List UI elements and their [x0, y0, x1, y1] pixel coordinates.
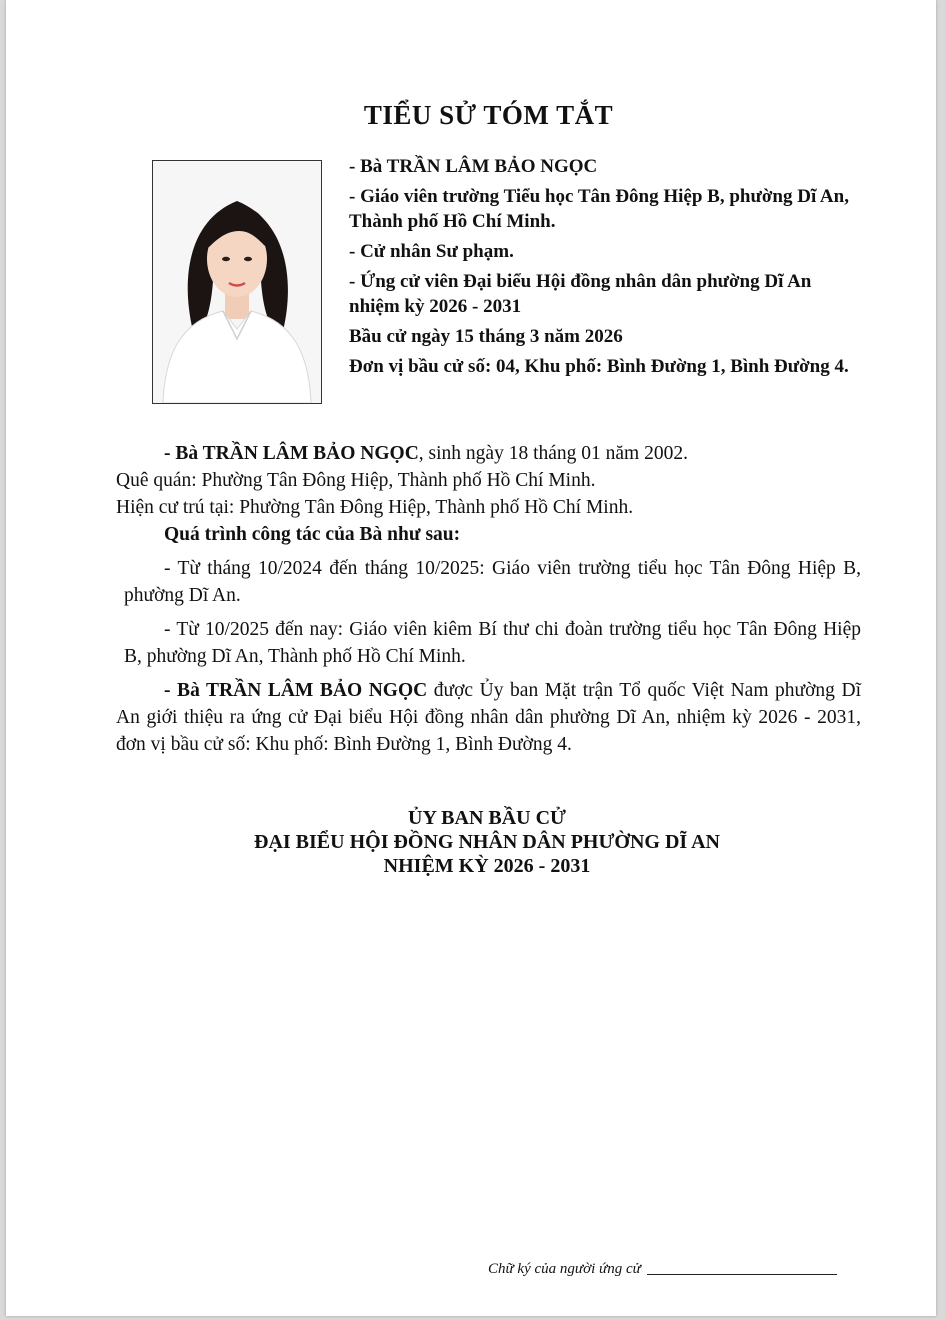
bio-degree: - Cử nhân Sư phạm. [349, 241, 514, 262]
committee-line-1: ỦY BAN BẦU CỬ [408, 807, 566, 829]
hometown-line: Quê quán: Phường Tân Đông Hiệp, Thành phố Hồ Chí Minh. [116, 470, 596, 491]
work-heading-text: Quá trình công tác của Bà như sau: [164, 524, 461, 545]
candidate-photo [152, 160, 322, 404]
biography-body [116, 440, 861, 758]
signature-label: Chữ ký của người ứng cử [488, 1261, 641, 1277]
bio-summary [349, 154, 859, 384]
work-item-2: - Từ 10/2025 đến nay: Giáo viên kiêm Bí thư chi đoàn trường tiểu học Tân Đông Hiệp B, phường Dĩ An, Thành phố Hồ Chí Minh. [124, 619, 861, 667]
signature-line [647, 1274, 837, 1275]
birth-text: , sinh ngày 18 tháng 01 năm 2002. [418, 443, 688, 464]
document-title: TIỂU SỬ TÓM TẮT [363, 100, 614, 130]
document-page [6, 0, 936, 1316]
nomination-paragraph [116, 677, 861, 758]
birth-paragraph [116, 440, 861, 467]
committee-block [6, 806, 936, 878]
committee-line-2: ĐẠI BIỂU HỘI ĐỒNG NHÂN DÂN PHƯỜNG DĨ AN [254, 831, 720, 853]
bio-candidate: - Ứng cử viên Đại biểu Hội đồng nhân dân phường Dĩ An nhiệm kỳ 2026 - 2031 [349, 271, 812, 317]
committee-line-3: NHIỆM KỲ 2026 - 2031 [383, 855, 591, 877]
signature-field [488, 1261, 837, 1278]
residence-line: Hiện cư trú tại: Phường Tân Đông Hiệp, Thành phố Hồ Chí Minh. [116, 497, 634, 518]
bio-election-date: Bầu cử ngày 15 tháng 3 năm 2026 [349, 326, 623, 347]
work-heading [116, 521, 861, 548]
bio-unit: Đơn vị bầu cử số: 04, Khu phố: Bình Đường 1, Bình Đường 4. [349, 356, 849, 377]
bio-job: - Giáo viên trường Tiểu học Tân Đông Hiệp B, phường Dĩ An, Thành phố Hồ Chí Minh. [349, 186, 849, 232]
nominee-name: - Bà TRẦN LÂM BẢO NGỌC [164, 680, 428, 701]
bio-name: - Bà TRẦN LÂM BẢO NGỌC [349, 156, 598, 177]
nomination-text: được Ủy ban Mặt trận Tổ quốc Việt Nam phường Dĩ An giới thiệu ra ứng cử Đại biểu Hội đồng nhân dân phường Dĩ An, nhiệm kỳ 2026 - 2031, đơn vị bầu cử số: Khu phố: Bình Đường 1, Bình Đường 4. [116, 680, 861, 755]
candidate-name: - Bà TRẦN LÂM BẢO NGỌC [164, 443, 419, 464]
work-item-1: - Từ tháng 10/2024 đến tháng 10/2025: Giáo viên trường tiểu học Tân Đông Hiệp B, phường Dĩ An. [124, 558, 861, 606]
portrait-image [153, 161, 321, 403]
